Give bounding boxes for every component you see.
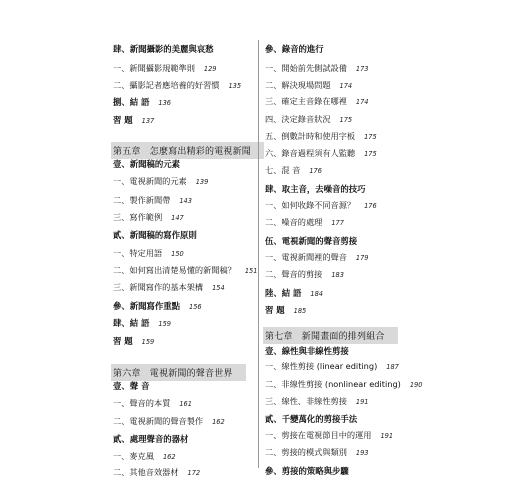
toc-page-number: 136 bbox=[158, 99, 172, 107]
toc-entry-title: 肆、取主音，去噪音的技巧 bbox=[265, 184, 366, 194]
toc-subsection-entry bbox=[113, 467, 200, 478]
toc-entry-title: 一、麥克風 bbox=[113, 451, 154, 461]
toc-page-number: 185 bbox=[293, 307, 307, 315]
toc-entry-title: 二、解決現場問題 bbox=[265, 80, 331, 90]
toc-page-number: 172 bbox=[187, 469, 201, 477]
column-divider bbox=[258, 40, 259, 468]
toc-subsection-entry bbox=[265, 447, 368, 458]
toc-entry-title: 四、決定錄音狀況 bbox=[265, 114, 331, 124]
toc-chapter-heading bbox=[263, 327, 398, 344]
toc-subsection-entry bbox=[113, 212, 184, 223]
toc-subsection-entry bbox=[113, 416, 225, 427]
toc-page-number: 175 bbox=[364, 150, 377, 158]
toc-section-heading bbox=[265, 345, 358, 357]
toc-entry-title: 一、新聞攝影規範準則 bbox=[113, 63, 195, 73]
toc-subsection-entry bbox=[265, 252, 368, 263]
toc-entry-title: 二、非線性剪接 (nonlinear editing) bbox=[265, 379, 401, 389]
toc-section-heading bbox=[113, 317, 171, 329]
toc-entry-title: 一、聲音的本質 bbox=[113, 398, 171, 408]
toc-entry-title: 肆、結 語 bbox=[113, 318, 150, 328]
toc-page-number: 137 bbox=[141, 117, 155, 125]
toc-entry-title: 陸、結 語 bbox=[265, 288, 302, 298]
toc-entry-title: 貳、處理聲音的器材 bbox=[113, 434, 189, 444]
toc-subsection-entry bbox=[265, 361, 399, 372]
toc-page-number: 187 bbox=[386, 363, 399, 371]
toc-entry-title: 一、線性剪接 (linear editing) bbox=[265, 361, 378, 371]
toc-entry-title: 肆、新聞攝影的美麗與哀愁 bbox=[113, 44, 214, 54]
toc-entry-title: 二、聲音的剪接 bbox=[265, 269, 323, 279]
toc-page-number: 173 bbox=[355, 65, 369, 73]
toc-entry-title: 三、確定主音錄在哪裡 bbox=[265, 96, 347, 106]
toc-entry-title: 壹、新聞稿的元素 bbox=[113, 159, 180, 169]
toc-entry-title: 七、混 音 bbox=[265, 165, 301, 175]
toc-section-heading bbox=[113, 96, 171, 108]
toc-page-number: 139 bbox=[195, 178, 209, 186]
toc-chapter-heading bbox=[111, 364, 246, 381]
toc-section-heading bbox=[265, 183, 375, 195]
toc-page-number: 191 bbox=[380, 432, 394, 440]
toc-entry-title: 二、電視新聞的聲音製作 bbox=[113, 416, 204, 426]
toc-entry-title: 一、電視新聞裡的聲音 bbox=[265, 252, 347, 262]
toc-entry-title: 伍、電視新聞的聲音剪接 bbox=[265, 236, 358, 246]
toc-page-number: 174 bbox=[355, 98, 369, 106]
toc-entry-title: 一、如何收錄不同音源？ bbox=[265, 200, 356, 210]
toc-page-number: 147 bbox=[171, 214, 184, 222]
toc-entry-title: 第五章 怎麼寫出精彩的電視新聞 bbox=[113, 147, 252, 157]
toc-entry-title: 二、如何寫出清楚易懂的新聞稿？ bbox=[113, 265, 236, 275]
toc-section-heading bbox=[113, 335, 154, 347]
toc-entry-title: 三、線性、非線性剪接 bbox=[265, 396, 347, 406]
toc-entry-title: 三、寫作範例 bbox=[113, 212, 163, 222]
toc-subsection-entry bbox=[113, 63, 216, 74]
toc-entry-title: 二、剪接的模式與類別 bbox=[265, 447, 347, 457]
toc-subsection-entry bbox=[265, 396, 368, 407]
toc-entry-title: 一、剪接在電視節目中的運用 bbox=[265, 430, 372, 440]
toc-entry-title: 貳、千變萬化的剪接手法 bbox=[265, 414, 358, 424]
toc-chapter-heading bbox=[111, 142, 264, 159]
toc-subsection-entry bbox=[265, 131, 377, 142]
toc-section-heading bbox=[113, 43, 223, 55]
toc-section-heading bbox=[113, 158, 189, 170]
toc-page-number: 184 bbox=[310, 290, 324, 298]
toc-subsection-entry bbox=[113, 248, 184, 259]
toc-subsection-entry bbox=[113, 176, 208, 187]
toc-section-heading bbox=[113, 433, 197, 445]
toc-subsection-entry bbox=[265, 269, 344, 280]
toc-entry-title: 一、開始前先側試設備 bbox=[265, 63, 347, 73]
toc-page-number: 150 bbox=[171, 250, 184, 258]
toc-entry-title: 一、特定用語 bbox=[113, 248, 163, 258]
toc-subsection-entry bbox=[113, 451, 176, 462]
toc-page-number: 135 bbox=[228, 82, 242, 90]
toc-entry-title: 三、新聞寫作的基本架構 bbox=[113, 282, 204, 292]
toc-subsection-entry bbox=[113, 398, 192, 409]
toc-subsection-entry bbox=[265, 96, 368, 107]
toc-subsection-entry bbox=[265, 200, 377, 211]
toc-subsection-entry bbox=[265, 80, 352, 91]
toc-entry-title: 貳、新聞稿的寫作原則 bbox=[113, 230, 197, 240]
toc-subsection-entry bbox=[265, 148, 377, 159]
toc-entry-title: 壹、線性與非線性剪接 bbox=[265, 346, 349, 356]
toc-entry-title: 習 題 bbox=[265, 305, 285, 315]
toc-section-heading bbox=[113, 114, 154, 126]
toc-section-heading bbox=[113, 380, 158, 392]
toc-subsection-entry bbox=[265, 63, 368, 74]
toc-page-number: 176 bbox=[309, 167, 322, 175]
toc-page-number: 175 bbox=[339, 116, 353, 124]
toc-entry-title: 捌、結 語 bbox=[113, 97, 150, 107]
toc-entry-title: 一、電視新聞的元素 bbox=[113, 176, 187, 186]
toc-page-number: 156 bbox=[189, 303, 202, 311]
toc-entry-title: 參、剪接的策略與步驟 bbox=[265, 466, 349, 476]
toc-page-number: 151 bbox=[244, 267, 258, 275]
toc-page-number: 159 bbox=[141, 338, 155, 346]
toc-subsection-entry bbox=[265, 217, 344, 228]
toc-section-heading bbox=[265, 413, 366, 425]
toc-entry-title: 第七章 新聞畫面的排列組合 bbox=[265, 332, 385, 342]
toc-page-number: 190 bbox=[409, 381, 423, 389]
toc-section-heading bbox=[113, 300, 202, 312]
toc-entry-title: 參、錄音的進行 bbox=[265, 44, 324, 54]
toc-page-number: 159 bbox=[158, 320, 172, 328]
toc-page-number: 177 bbox=[331, 219, 344, 227]
toc-page-number: 193 bbox=[355, 449, 369, 457]
toc-subsection-entry bbox=[265, 114, 352, 125]
toc-subsection-entry bbox=[265, 165, 322, 176]
toc-subsection-entry bbox=[265, 379, 422, 390]
toc-entry-title: 習 題 bbox=[113, 115, 133, 125]
toc-entry-title: 二、其他音效器材 bbox=[113, 467, 179, 477]
toc-section-heading bbox=[265, 287, 323, 299]
toc-section-heading bbox=[265, 304, 306, 316]
toc-page-number: 162 bbox=[212, 418, 225, 426]
toc-entry-title: 壹、聲 音 bbox=[113, 381, 150, 391]
toc-page-number: 191 bbox=[355, 398, 369, 406]
toc-entry-title: 參、新聞寫作重點 bbox=[113, 301, 180, 311]
toc-entry-title: 六、錄音過程須有人監聽 bbox=[265, 148, 356, 158]
toc-page-number: 143 bbox=[179, 197, 192, 205]
toc-subsection-entry bbox=[265, 430, 393, 441]
toc-page-number: 162 bbox=[162, 453, 176, 461]
toc-entry-title: 習 題 bbox=[113, 336, 133, 346]
toc-page-number: 175 bbox=[364, 133, 377, 141]
toc-entry-title: 第六章 電視新聞的聲音世界 bbox=[113, 369, 233, 379]
toc-page-number: 161 bbox=[179, 400, 192, 408]
toc-subsection-entry bbox=[113, 80, 241, 91]
toc-page-number: 183 bbox=[331, 271, 344, 279]
toc-subsection-entry bbox=[113, 195, 192, 206]
toc-page-number: 176 bbox=[364, 202, 377, 210]
toc-entry-title: 二、噪音的處理 bbox=[265, 217, 323, 227]
toc-entry-title: 五、倒數計時和使用字板 bbox=[265, 131, 356, 141]
toc-page-number: 174 bbox=[339, 82, 353, 90]
toc-page-number: 179 bbox=[355, 254, 369, 262]
toc-section-heading bbox=[265, 235, 366, 247]
toc-section-heading bbox=[113, 229, 206, 241]
toc-entry-title: 二、製作新聞帶 bbox=[113, 195, 171, 205]
toc-page-number: 154 bbox=[212, 284, 225, 292]
toc-subsection-entry bbox=[113, 265, 257, 276]
toc-page-number: 129 bbox=[203, 65, 217, 73]
toc-subsection-entry bbox=[113, 282, 225, 293]
toc-section-heading bbox=[265, 465, 358, 477]
toc-entry-title: 二、攝影記者應培養的好習慣 bbox=[113, 80, 220, 90]
toc-section-heading bbox=[265, 43, 333, 55]
